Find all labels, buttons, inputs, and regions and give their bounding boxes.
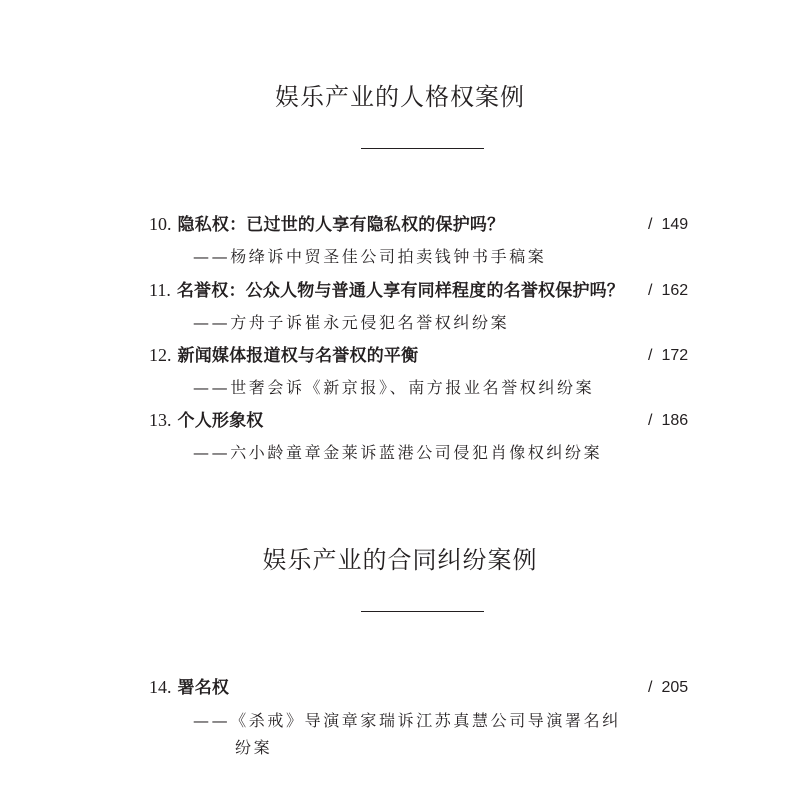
page-number[interactable] <box>648 678 688 698</box>
toc-entry-subtitle-continuation: 纷案 <box>235 738 273 757</box>
toc-entry-subtitle: ——《杀戒》导演章家瑞诉江苏真慧公司导演署名纠 <box>193 711 621 730</box>
page-slash: / <box>648 347 653 364</box>
entry-title-text: 隐私权：已过世的人享有隐私权的保护吗？ <box>177 215 505 235</box>
toc-entry-subtitle: ——杨绛诉中贸圣佳公司拍卖钱钟书手稿案 <box>193 247 547 266</box>
entry-title-text: 名誉权：公众人物与普通人享有同样程度的名誉权保护吗？ <box>176 281 625 301</box>
section-title: 娱乐产业的人格权案例 <box>275 83 525 111</box>
entry-number: 13. <box>149 410 172 430</box>
page-number[interactable] <box>648 281 688 301</box>
section-divider <box>361 611 484 612</box>
toc-entry-title[interactable] <box>149 410 264 431</box>
toc-entry-subtitle: ——世奢会诉《新京报》、南方报业名誉权纠纷案 <box>193 378 595 397</box>
page-value: 205 <box>661 679 689 696</box>
entry-title-text: 新闻媒体报道权与名誉权的平衡 <box>177 346 419 366</box>
section-divider <box>361 148 484 149</box>
page-number[interactable] <box>648 215 688 235</box>
toc-entry-title[interactable] <box>149 345 418 366</box>
entry-title-text: 个人形象权 <box>177 411 264 431</box>
entry-number: 12. <box>149 345 172 365</box>
page-slash: / <box>648 216 653 233</box>
section-title: 娱乐产业的合同纠纷案例 <box>262 546 538 574</box>
toc-entry-subtitle: ——方舟子诉崔永元侵犯名誉权纠纷案 <box>193 313 510 332</box>
entry-title-text: 署名权 <box>177 678 230 698</box>
page-value: 162 <box>661 282 689 299</box>
entry-number: 11. <box>149 280 171 300</box>
page-number[interactable] <box>648 411 688 431</box>
page-value: 149 <box>661 216 689 233</box>
page-slash: / <box>648 282 653 299</box>
toc-entry-title[interactable] <box>149 214 504 235</box>
entry-number: 14. <box>149 677 172 697</box>
page-value: 186 <box>661 412 689 429</box>
page-slash: / <box>648 412 653 429</box>
page-slash: / <box>648 679 653 696</box>
toc-entry-subtitle: ——六小龄童章金莱诉蓝港公司侵犯肖像权纠纷案 <box>193 443 603 462</box>
toc-entry-title[interactable] <box>149 677 229 698</box>
entry-number: 10. <box>149 214 172 234</box>
page-value: 172 <box>661 347 689 364</box>
page-number[interactable] <box>648 346 688 366</box>
toc-entry-title[interactable] <box>149 280 624 301</box>
